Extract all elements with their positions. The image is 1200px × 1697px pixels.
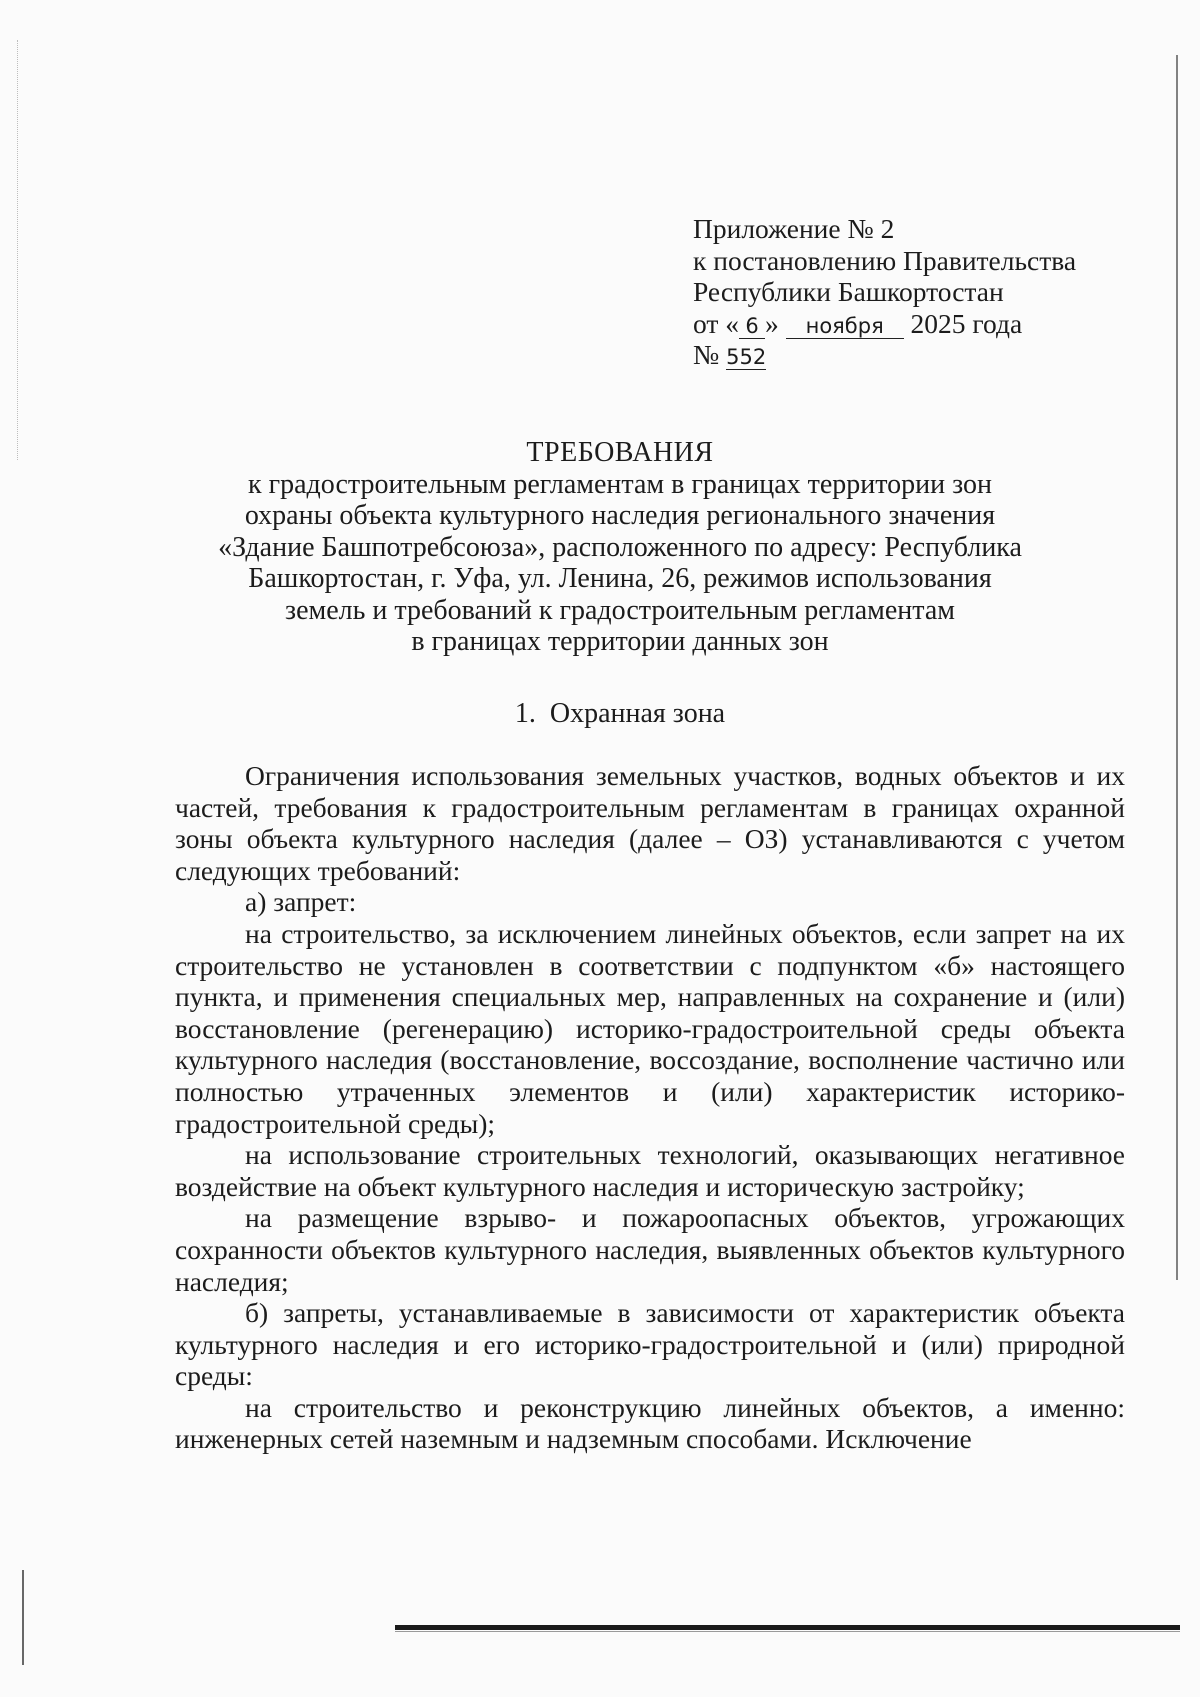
body-text	[175, 760, 1125, 1455]
scan-edge-right	[1176, 55, 1178, 1280]
number-prefix: №	[693, 339, 720, 370]
paragraph-hazard-ban: на размещение взрыво- и пожароопасных объектов, угрожающих сохранности объектов культурного наследия, выявленных объектов культурного наследия;	[175, 1202, 1125, 1297]
title-line-5: земель и требований к градостроительным регламентам	[285, 594, 955, 626]
title-line-4: Башкортостан, г. Уфа, ул. Ленина, 26, режимов использования	[248, 563, 992, 594]
section-number: 1.	[514, 698, 536, 729]
section-heading	[170, 698, 1070, 730]
date-month: ноября	[786, 314, 904, 339]
appendix-line-3: Республики Башкортостан	[693, 276, 1004, 307]
date-year: 2025 года	[910, 307, 1023, 339]
paragraph-technology-ban: на использование строительных технологий, оказывающих негативное воздействие на объект культурного наследия и историческую застройку;	[175, 1139, 1125, 1202]
appendix-block	[693, 213, 1113, 371]
title-line-2: охраны объекта культурного наследия регионального значения	[244, 500, 996, 531]
scan-edge-left	[22, 1570, 24, 1665]
paragraph-intro: Ограничения использования земельных участков, водных объектов и их частей, требования к градостроительным регламентам в границах охранной зоны объекта культурного наследия (далее – ОЗ) устанавливаются с учетом следующих требований:	[175, 760, 1125, 886]
date-mid: »	[765, 307, 779, 339]
appendix-line-2: к постановлению Правительства	[693, 244, 1077, 276]
scan-edge-bottom-thin	[395, 1631, 1180, 1632]
title-heading: ТРЕБОВАНИЯ	[526, 437, 714, 468]
title-line-6: в границах территории данных зон	[411, 626, 829, 657]
appendix-date	[693, 308, 1113, 340]
title-line-3: «Здание Башпотребсоюза», расположенного по адресу: Республика	[218, 531, 1022, 563]
paragraph-linear-objects: на строительство и реконструкцию линейных объектов, а именно: инженерных сетей наземным и надземным способами. Исключение	[175, 1391, 1125, 1455]
date-day: 6	[739, 314, 765, 339]
document-title	[170, 437, 1070, 658]
scan-edge-dots	[17, 40, 19, 460]
paragraph-construction-ban: на строительство, за исключением линейных объектов, если запрет на их строительство не установлен в соответствии с подпунктом «б» настоящего пункта, и применения специальных мер, направленных на сохранение и (или) восстановление (регенерацию) историко-градостроительной среды объекта культурного наследия (восстановление, воссоздание, восполнение частично или полностью утраченных элементов и (или) характеристик историко-градостроительной среды);	[175, 917, 1125, 1139]
paragraph-a: а) запрет:	[245, 886, 357, 918]
appendix-number	[693, 339, 1113, 371]
date-prefix: от «	[693, 307, 740, 339]
appendix-line-1: Приложение № 2	[693, 213, 895, 244]
scan-edge-bottom	[395, 1625, 1180, 1630]
number-value: 552	[726, 345, 767, 369]
paragraph-b: б) запреты, устанавливаемые в зависимости от характеристик объекта культурного наследия и его историко-градостроительной и (или) природной среды:	[175, 1297, 1125, 1392]
section-title: Охранная зона	[549, 698, 726, 729]
title-line-1: к градостроительным регламентам в границах территории зон	[248, 468, 992, 500]
